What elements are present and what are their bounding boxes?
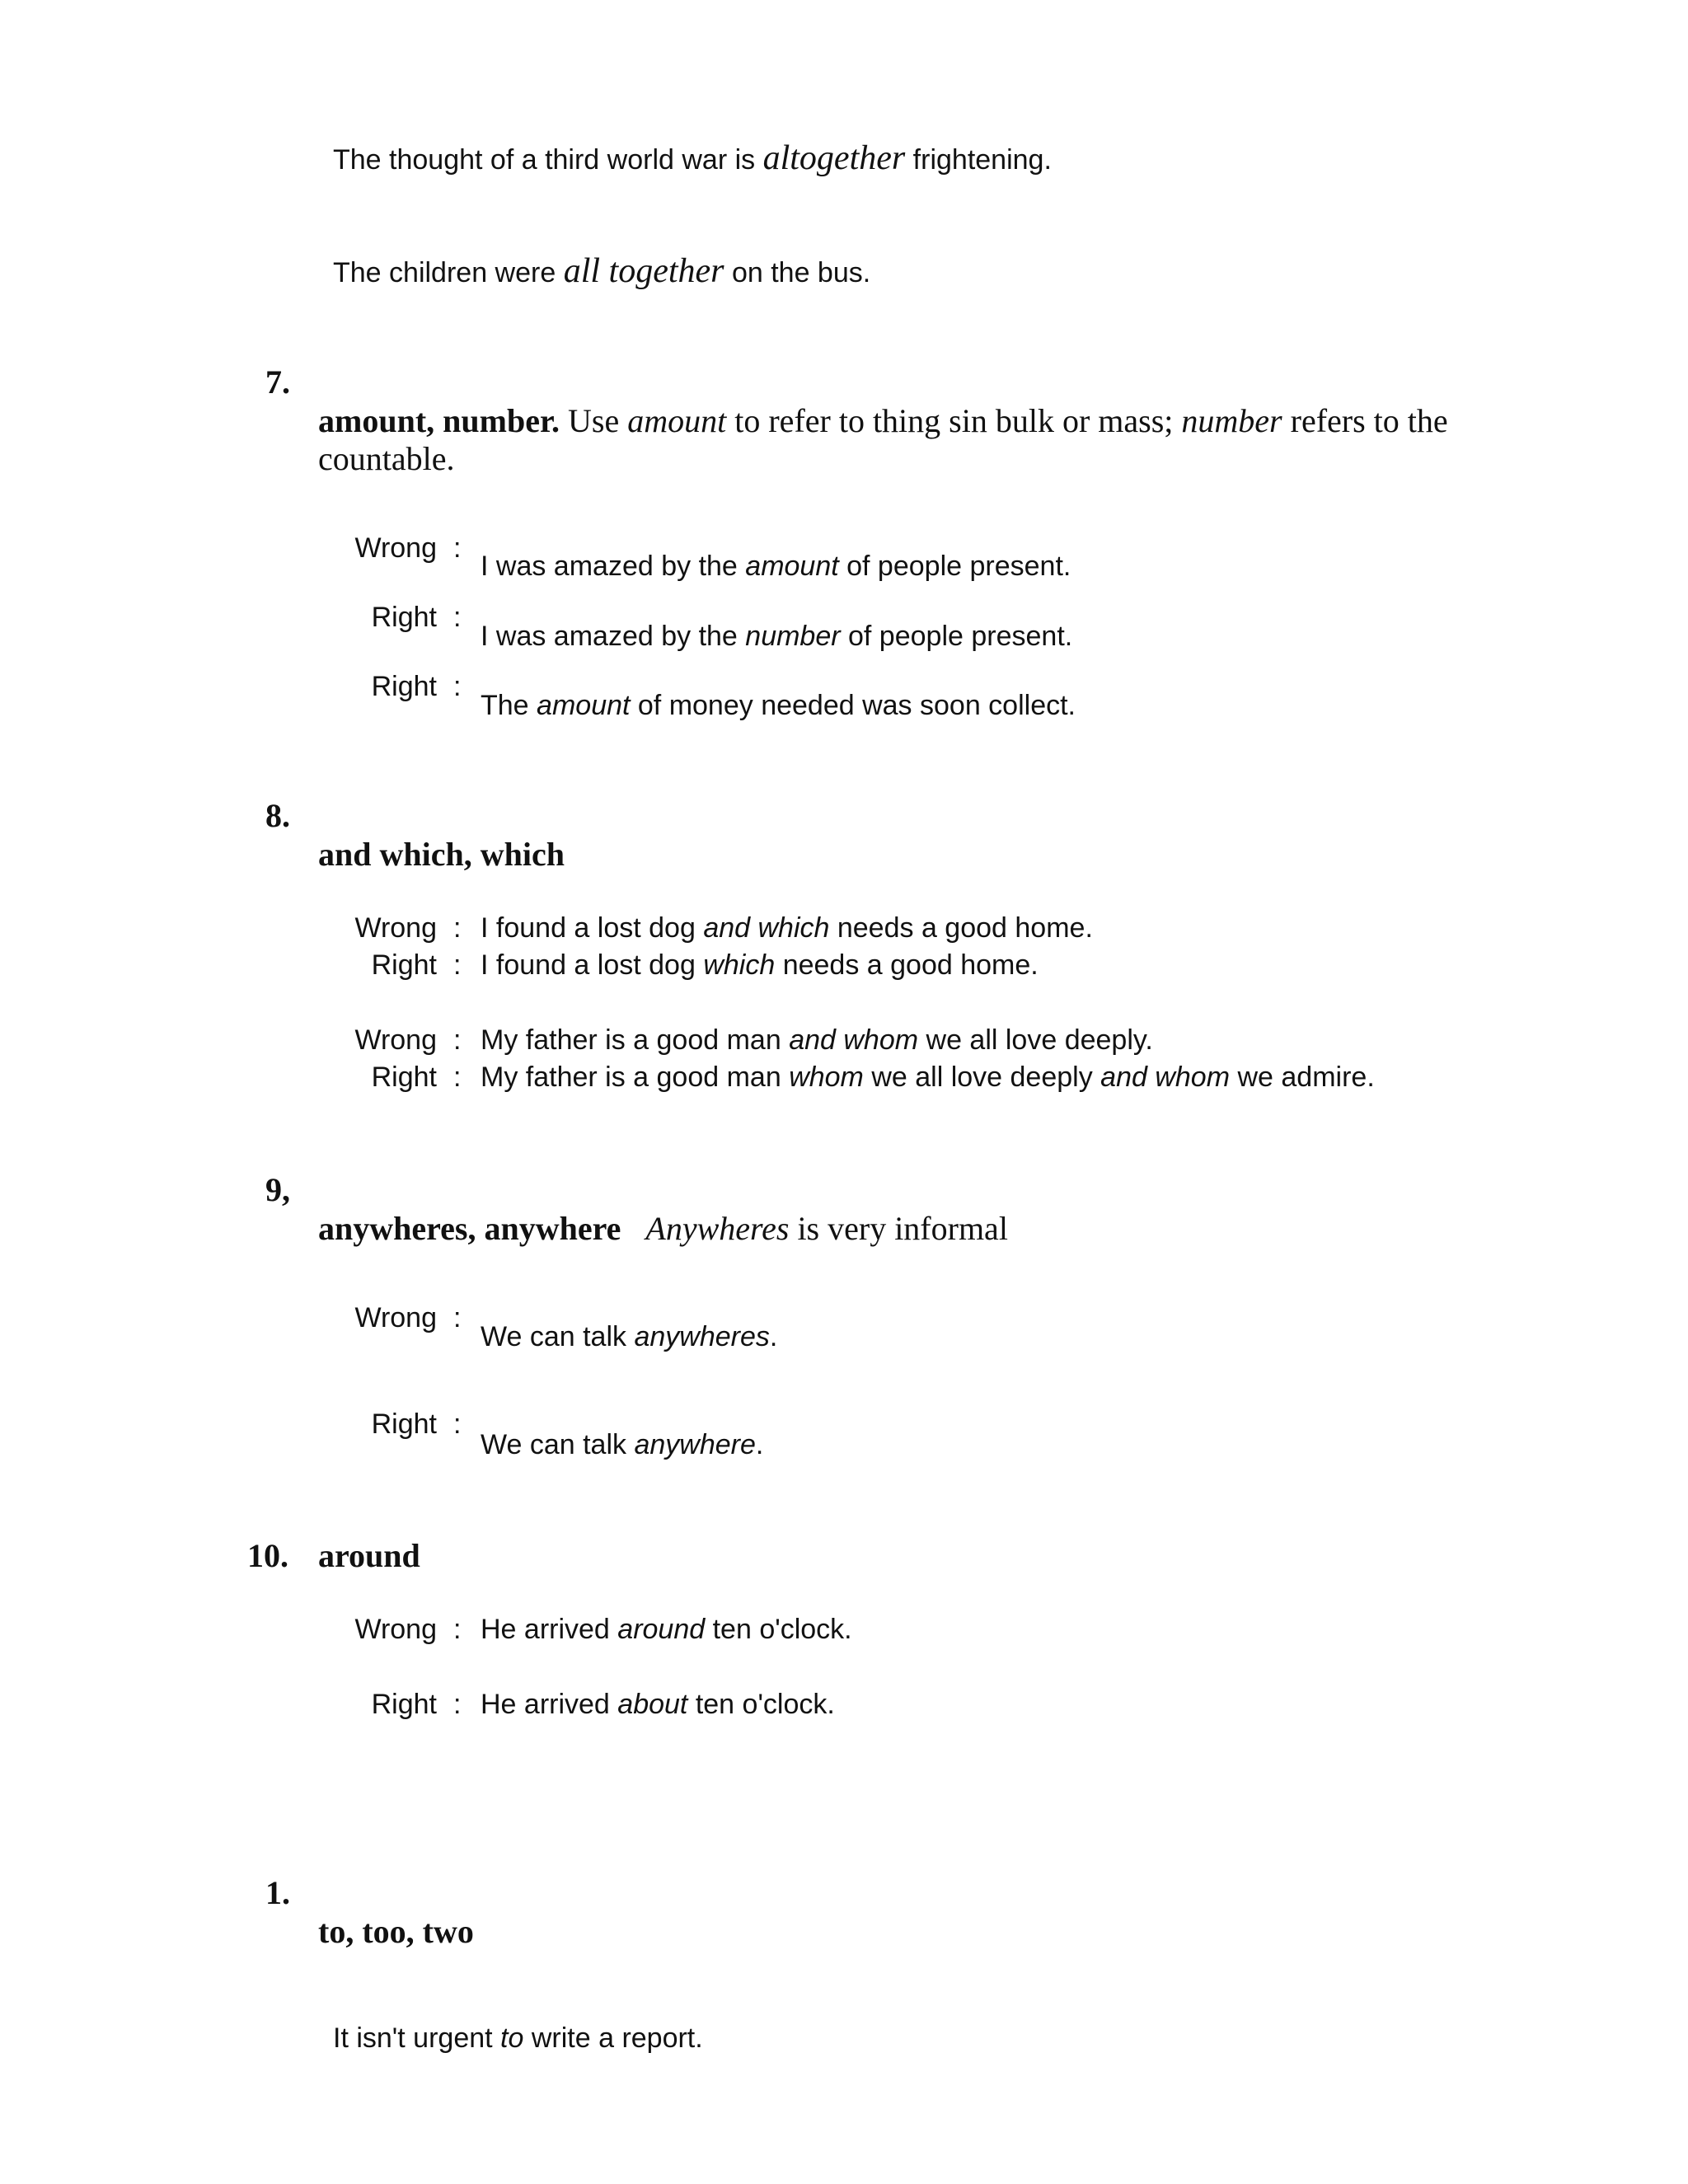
usage-example: My father is a good man whom we all love deeply and whom we admire. (481, 1062, 1375, 1093)
section-heading: around (318, 1537, 420, 1574)
usage-example: He arrived around ten o'clock. (481, 1614, 852, 1645)
section-description: refers to the (1282, 402, 1448, 439)
usage-label: Wrong (354, 532, 437, 564)
section-description: Use (560, 402, 628, 439)
section-heading: to, too, two (318, 1913, 474, 1950)
section-heading-line (318, 401, 1448, 440)
section-number: 7. (265, 363, 290, 401)
section-description-emphasis: amount (627, 402, 727, 439)
usage-colon: : (453, 671, 462, 702)
section-number: 1. (265, 1874, 290, 1911)
section-description-emphasis: number (1181, 402, 1282, 439)
usage-label: Right (371, 1689, 437, 1720)
usage-colon: : (453, 1614, 462, 1645)
usage-example: I found a lost dog which needs a good home. (481, 949, 1039, 981)
usage-example: I found a lost dog and which needs a good home. (481, 912, 1093, 944)
usage-example: I was amazed by the number of people present. (481, 621, 1073, 652)
usage-label: Right (371, 671, 437, 702)
example-emphasis: altogether (762, 139, 906, 177)
section-number: 10. (247, 1537, 288, 1574)
usage-label: Right (371, 949, 437, 981)
example-all-together (333, 251, 870, 291)
usage-example: He arrived about ten o'clock. (481, 1689, 835, 1720)
section-heading: amount, number. (318, 402, 560, 439)
section-heading: anywheres, anywhere (318, 1210, 621, 1247)
example-text: The children were (333, 257, 564, 288)
section-description: is very informal (789, 1210, 1008, 1247)
example-to: It isn't urgent to write a report. (333, 2022, 703, 2054)
section-number: 8. (265, 797, 290, 834)
usage-colon: : (453, 602, 462, 633)
example-emphasis: all together (563, 252, 724, 290)
usage-example: The amount of money needed was soon collect. (481, 690, 1076, 721)
usage-label: Wrong (354, 1024, 437, 1056)
usage-label: Wrong (354, 912, 437, 944)
usage-example: My father is a good man and whom we all love deeply. (481, 1024, 1153, 1056)
usage-colon: : (453, 1689, 462, 1720)
usage-example: We can talk anywheres. (481, 1321, 778, 1352)
usage-colon: : (453, 532, 462, 564)
section-description-line2: countable. (318, 440, 455, 477)
usage-label: Right (371, 602, 437, 633)
section-description: to refer to thing sin bulk or mass; (726, 402, 1182, 439)
usage-example: We can talk anywhere. (481, 1429, 764, 1460)
usage-colon: : (453, 1302, 462, 1333)
usage-label: Right (371, 1062, 437, 1093)
usage-colon: : (453, 949, 462, 981)
example-text: frightening. (905, 144, 1052, 176)
section-heading-line (318, 1209, 1008, 1248)
section-description-emphasis: Anywheres (645, 1210, 790, 1247)
example-text: The thought of a third world war is (333, 144, 763, 176)
usage-colon: : (453, 1062, 462, 1093)
usage-colon: : (453, 1024, 462, 1056)
example-altogether (333, 138, 1052, 178)
usage-colon: : (453, 912, 462, 944)
section-number: 9, (265, 1171, 290, 1208)
usage-label: Wrong (354, 1614, 437, 1645)
usage-label: Right (371, 1408, 437, 1440)
usage-example: I was amazed by the amount of people present. (481, 551, 1071, 582)
usage-label: Wrong (354, 1302, 437, 1333)
usage-colon: : (453, 1408, 462, 1440)
section-heading: and which, which (318, 836, 565, 873)
example-text: on the bus. (724, 257, 871, 288)
